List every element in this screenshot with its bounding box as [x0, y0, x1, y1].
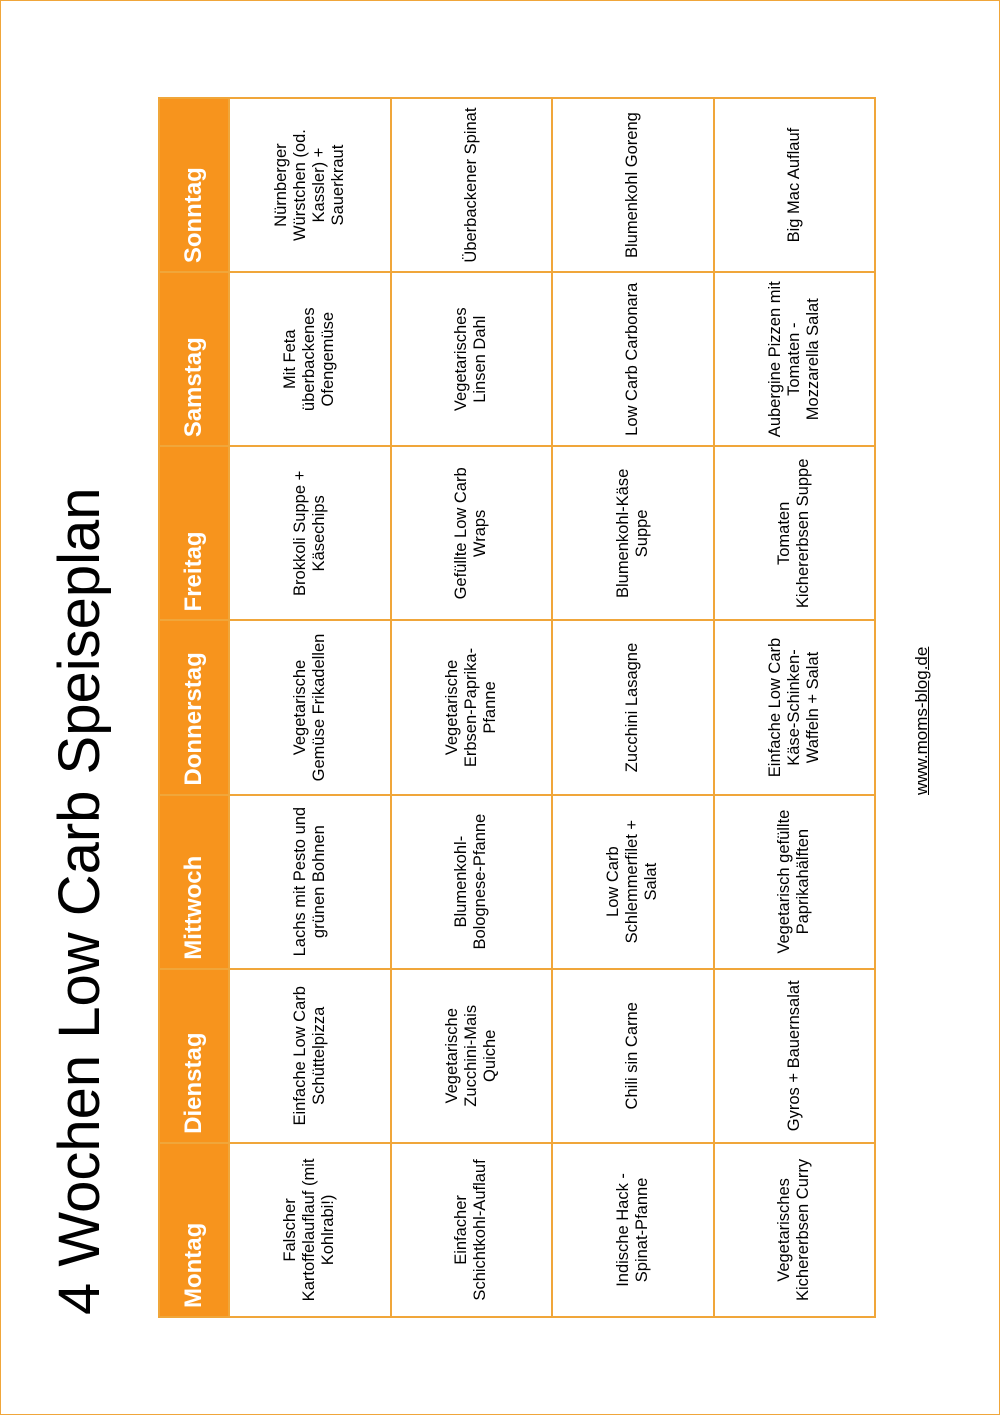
- meal-cell: Blumenkohl-Käse Suppe: [552, 446, 714, 620]
- website-link[interactable]: www.moms-blog.de: [912, 646, 931, 795]
- day-header-dienstag: Dienstag: [159, 969, 229, 1143]
- meal-cell: Aubergine Pizzen mit Tomaten - Mozzarella Salat: [714, 272, 876, 446]
- meal-cell: Einfache Low Carb Käse-Schinken-Waffeln + Salat: [714, 620, 876, 794]
- week-row-3: [552, 98, 714, 1317]
- meal-cell: Gefüllte Low Carb Wraps: [391, 446, 553, 620]
- meal-cell: Vegetarisch gefüllte Paprikahälften: [714, 795, 876, 969]
- meal-cell: Indische Hack - Spinat-Pfanne: [552, 1143, 714, 1317]
- meal-cell: Falscher Kartoffelauflauf (mit Kohlrabi!): [229, 1143, 391, 1317]
- page-title: 4 Wochen Low Carb Speiseplan: [47, 487, 112, 1315]
- meal-cell: Low Carb Carbonara: [552, 272, 714, 446]
- meal-plan-table: [158, 97, 876, 1318]
- week-row-1: [229, 98, 391, 1317]
- meal-cell: Einfache Low Carb Schüttelpizza: [229, 969, 391, 1143]
- day-header-freitag: Freitag: [159, 446, 229, 620]
- week-row-4: [714, 98, 876, 1317]
- meal-cell: Vegetarische Erbsen-Paprika-Pfanne: [391, 620, 553, 794]
- meal-cell: Lachs mit Pesto und grünen Bohnen: [229, 795, 391, 969]
- day-header-mittwoch: Mittwoch: [159, 795, 229, 969]
- meal-cell: Mit Feta überbackenes Ofengemüse: [229, 272, 391, 446]
- meal-cell: Blumenkohl-Bolognese-Pfanne: [391, 795, 553, 969]
- meal-cell: Big Mac Auflauf: [714, 98, 876, 272]
- meal-cell: Low Carb Schlemmerfilet + Salat: [552, 795, 714, 969]
- meal-cell: Vegetarische Gemüse Frikadellen: [229, 620, 391, 794]
- meal-cell: Zucchini Lasagne: [552, 620, 714, 794]
- day-header-donnerstag: Donnerstag: [159, 620, 229, 794]
- day-header-montag: Montag: [159, 1143, 229, 1317]
- day-header-sonntag: Sonntag: [159, 98, 229, 272]
- header-row: [159, 98, 229, 1317]
- meal-cell: Blumenkohl Goreng: [552, 98, 714, 272]
- meal-cell: Brokkoli Suppe + Käsechips: [229, 446, 391, 620]
- meal-cell: Gyros + Bauernsalat: [714, 969, 876, 1143]
- meal-cell: Nürnberger Würstchen (od. Kassler) + Sauerkraut: [229, 98, 391, 272]
- meal-cell: Einfacher Schichtkohl-Auflauf: [391, 1143, 553, 1317]
- meal-cell: Überbackener Spinat: [391, 98, 553, 272]
- meal-cell: Vegetarisches Kichererbsen Curry: [714, 1143, 876, 1317]
- meal-cell: Tomaten Kichererbsen Suppe: [714, 446, 876, 620]
- meal-cell: Chili sin Carne: [552, 969, 714, 1143]
- day-header-samstag: Samstag: [159, 272, 229, 446]
- week-row-2: [391, 98, 553, 1317]
- meal-cell: Vegetarische Zucchini-Mais Quiche: [391, 969, 553, 1143]
- meal-cell: Vegetarisches Linsen Dahl: [391, 272, 553, 446]
